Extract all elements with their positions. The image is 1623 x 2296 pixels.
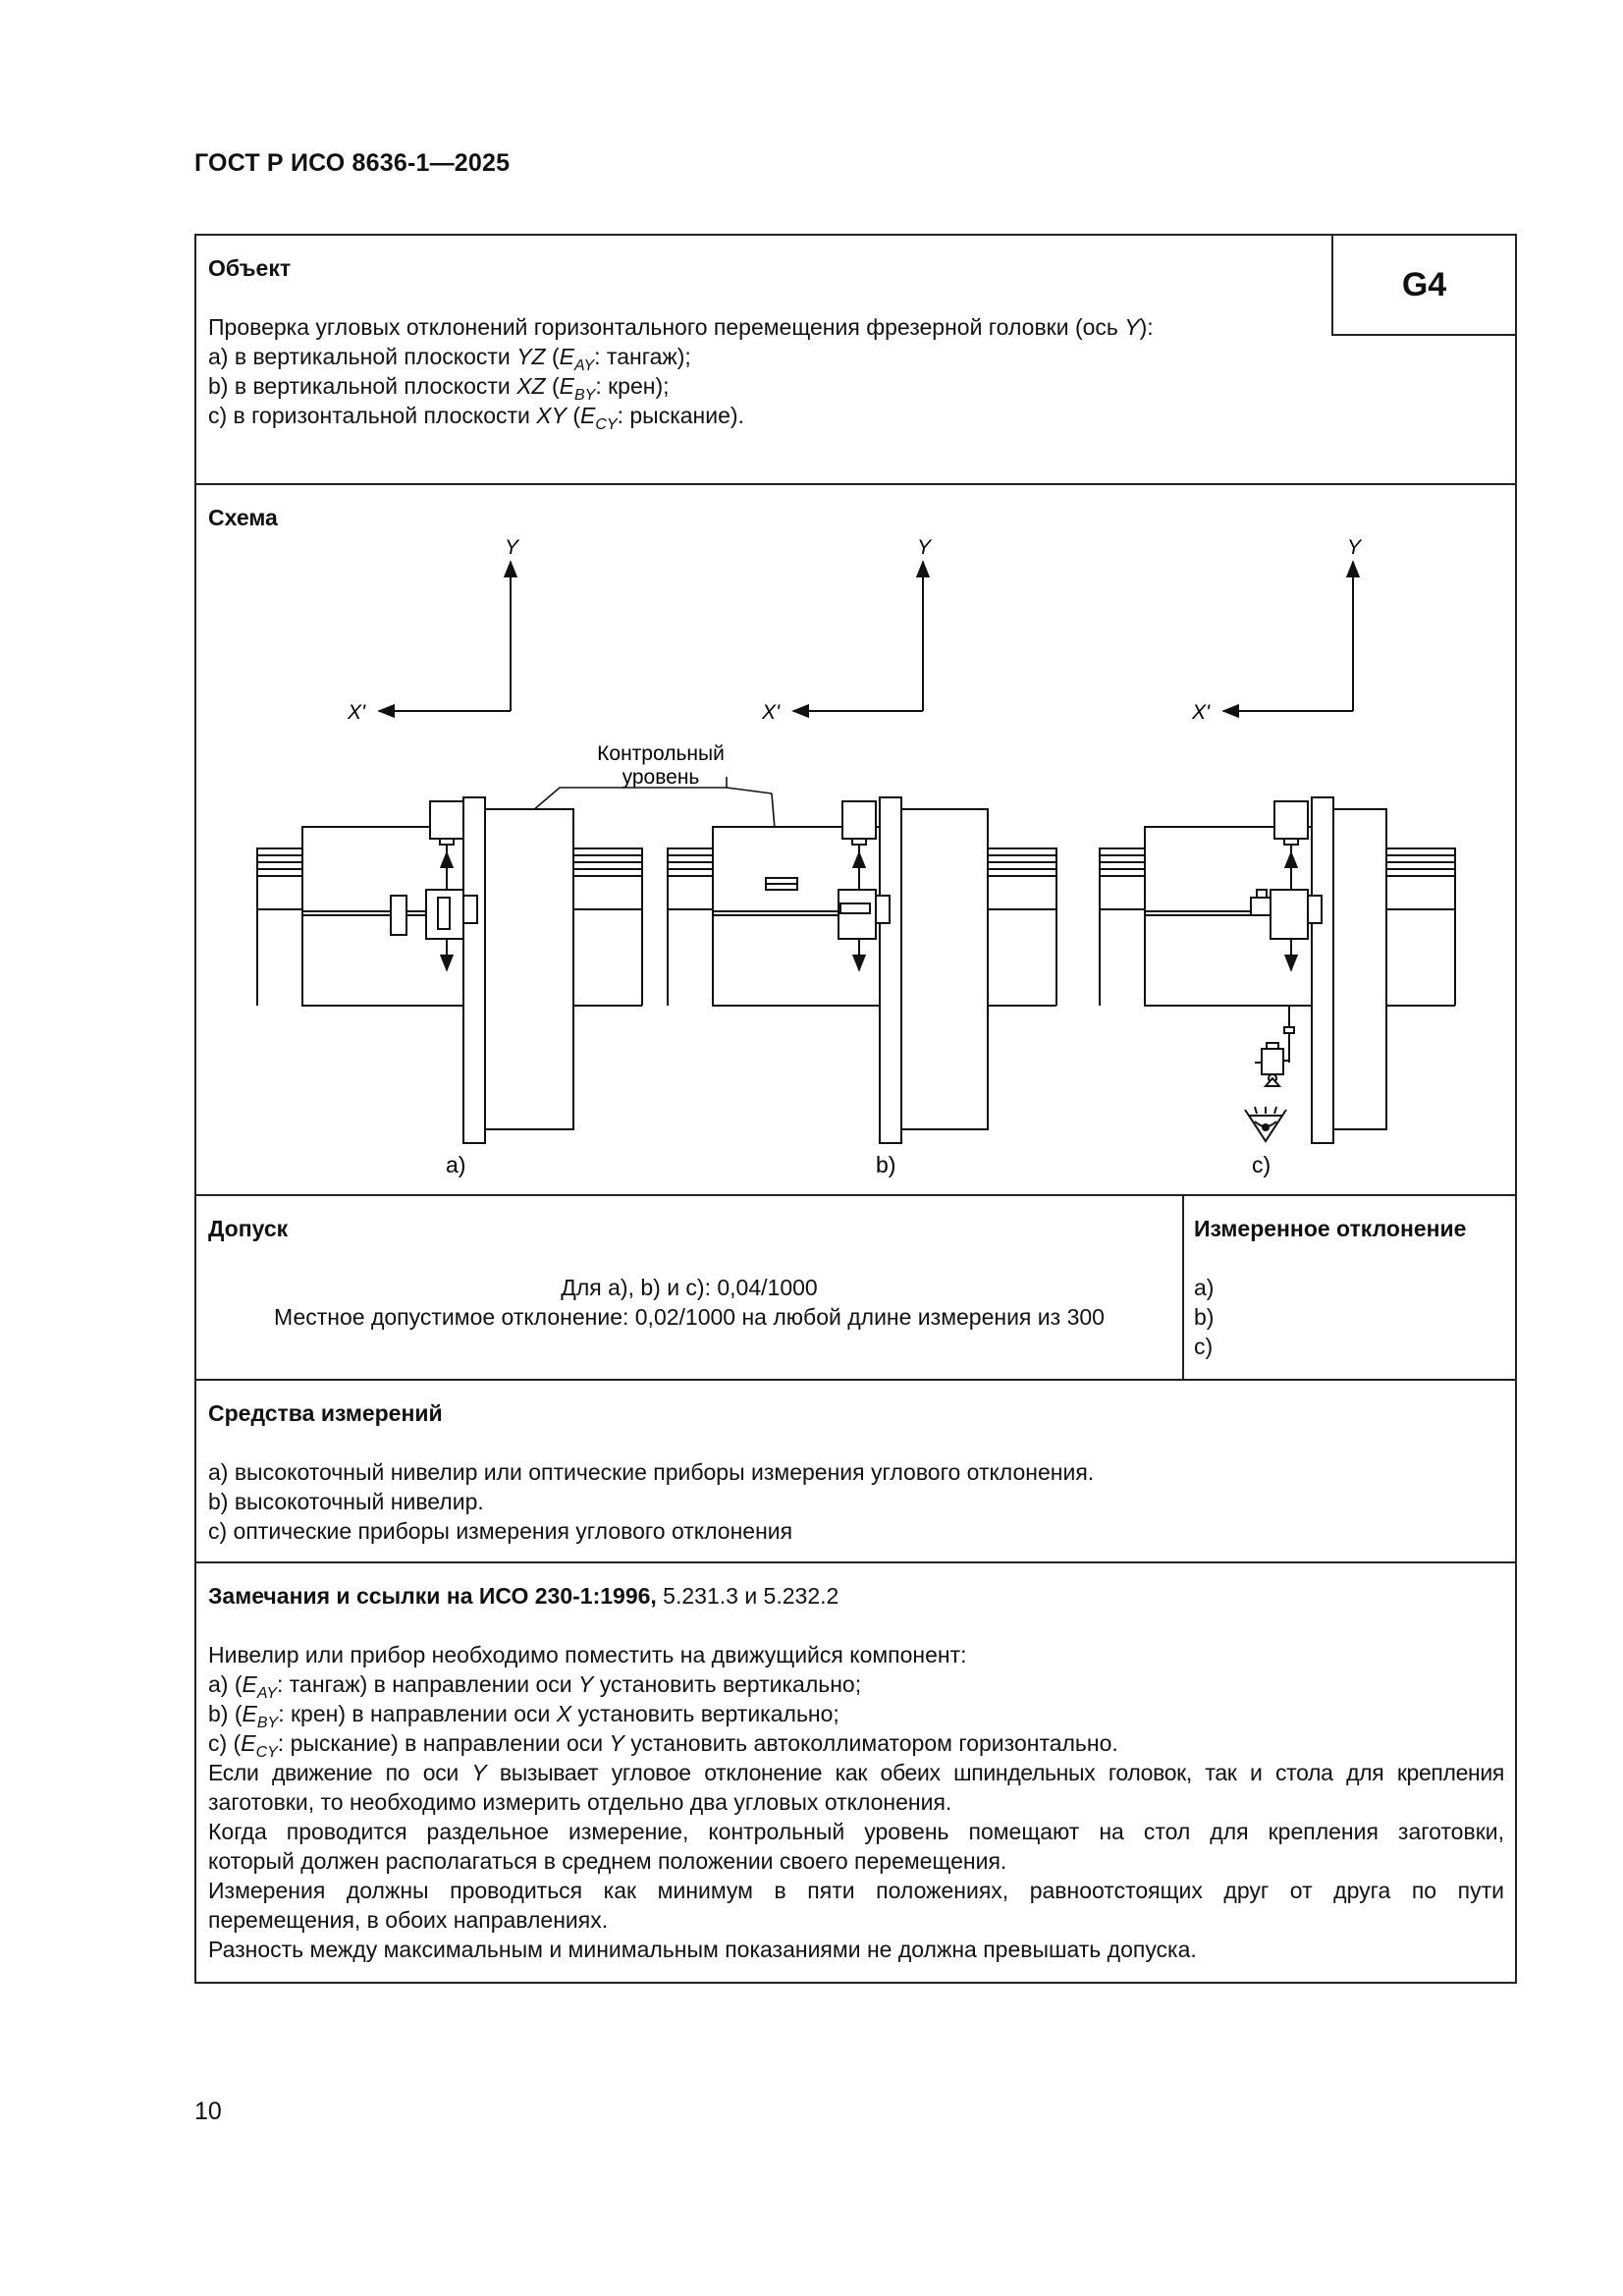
axes-b xyxy=(793,562,923,711)
measured-deviation-title: Измеренное отклонение xyxy=(1194,1216,1467,1241)
instrument-item-b: b) высокоточный нивелир. xyxy=(208,1489,484,1514)
axis-x-label-a: X' xyxy=(348,701,366,724)
axis-x-label-c: X' xyxy=(1192,701,1211,724)
schema-title: Схема xyxy=(208,505,278,530)
notes-paragraph-4: Разность между максимальным и минимальным показаниями не должна превышать допуска. xyxy=(208,1937,1197,1962)
notes-intro: Нивелир или прибор необходимо поместить на движущийся компонент: xyxy=(208,1642,967,1667)
notes-paragraph-1: Если движение по оси Y вызывает угловое отклонение как обеих шпиндельных головок, так и стола для крепления заготовки, то необходимо измерить отдельно два угловых отклонения. xyxy=(208,1760,1504,1815)
notes-item-b: b) ($E_{BY}$: крен) в направлении оси X установить вертикально; xyxy=(208,1701,839,1731)
object-title: Объект xyxy=(208,255,292,281)
machine-c xyxy=(1100,797,1455,1143)
caption-b: b) xyxy=(876,1152,896,1177)
axes-c xyxy=(1223,562,1353,711)
object-item-c: c) в горизонтальной плоскости XY ($E_{CY}$: рыскание). xyxy=(208,403,744,433)
object-section xyxy=(196,236,1515,485)
instrument-item-a: a) высокоточный нивелир или оптические приборы измерения углового отклонения. xyxy=(208,1459,1095,1485)
callout-label-line2: уровень xyxy=(622,766,700,789)
instruments-title: Средства измерений xyxy=(208,1400,443,1426)
machine-a xyxy=(257,797,642,1143)
axis-y-label-b: Y xyxy=(917,536,932,559)
page-number: 10 xyxy=(194,2098,222,2125)
tolerance-column-divider xyxy=(1182,1196,1184,1381)
measured-a: a) xyxy=(1194,1275,1215,1300)
notes-item-c: c) ($E_{CY}$: рыскание) в направлении оси Y установить автоколлиматором горизонтально. xyxy=(208,1730,1118,1761)
schema-section xyxy=(196,485,1515,1196)
notes-paragraph-3: Измерения должны проводиться как минимум в пяти положениях, равноотстоящих друг от друга по пути перемещения, в обоих направлениях. xyxy=(208,1878,1504,1933)
notes-item-a: a) ($E_{AY}$: тангаж) в направлении оси Y установить вертикально; xyxy=(208,1671,862,1702)
machine-b xyxy=(668,797,1056,1143)
notes-title: Замечания и ссылки на ИСО 230-1:1996, 5.231.3 и 5.232.2 xyxy=(208,1583,839,1609)
callout-label-line1: Контрольный xyxy=(597,742,725,765)
tolerance-line-2: Местное допустимое отклонение: 0,02/1000 на любой длине измерения из 300 xyxy=(274,1304,1105,1330)
instrument-item-c: c) оптические приборы измерения углового отклонения xyxy=(208,1518,793,1544)
axis-y-label-a: Y xyxy=(505,536,519,559)
axis-y-label-c: Y xyxy=(1347,536,1362,559)
caption-c: c) xyxy=(1252,1152,1271,1177)
axis-x-label-b: X' xyxy=(762,701,781,724)
caption-a: a) xyxy=(446,1152,466,1177)
test-sheet-table xyxy=(194,234,1517,1984)
tolerance-title: Допуск xyxy=(208,1216,289,1241)
tolerance-line-1: Для a), b) и c): 0,04/1000 xyxy=(561,1275,818,1300)
schema-diagram xyxy=(196,485,1515,1196)
object-intro: Проверка угловых отклонений горизонтального перемещения фрезерной головки (ось Y): xyxy=(208,314,1154,340)
tolerance-section xyxy=(196,1196,1515,1381)
document-header: ГОСТ Р ИСО 8636-1—2025 xyxy=(194,149,511,177)
object-item-b: b) в вертикальной плоскости XZ ($E_{BY}$: крен); xyxy=(208,373,670,404)
instruments-section xyxy=(196,1381,1515,1563)
object-item-a: a) в вертикальной плоскости YZ ($E_{AY}$: тангаж); xyxy=(208,344,691,374)
measured-b: b) xyxy=(1194,1304,1215,1330)
axes-a xyxy=(379,562,511,711)
notes-section xyxy=(196,1563,1515,1984)
test-code: G4 xyxy=(1331,236,1515,336)
measured-c: c) xyxy=(1194,1334,1214,1359)
notes-paragraph-2: Когда проводится раздельное измерение, контрольный уровень помещают на стол для крепления заготовки, который должен располагаться в среднем положении своего перемещения. xyxy=(208,1819,1504,1874)
